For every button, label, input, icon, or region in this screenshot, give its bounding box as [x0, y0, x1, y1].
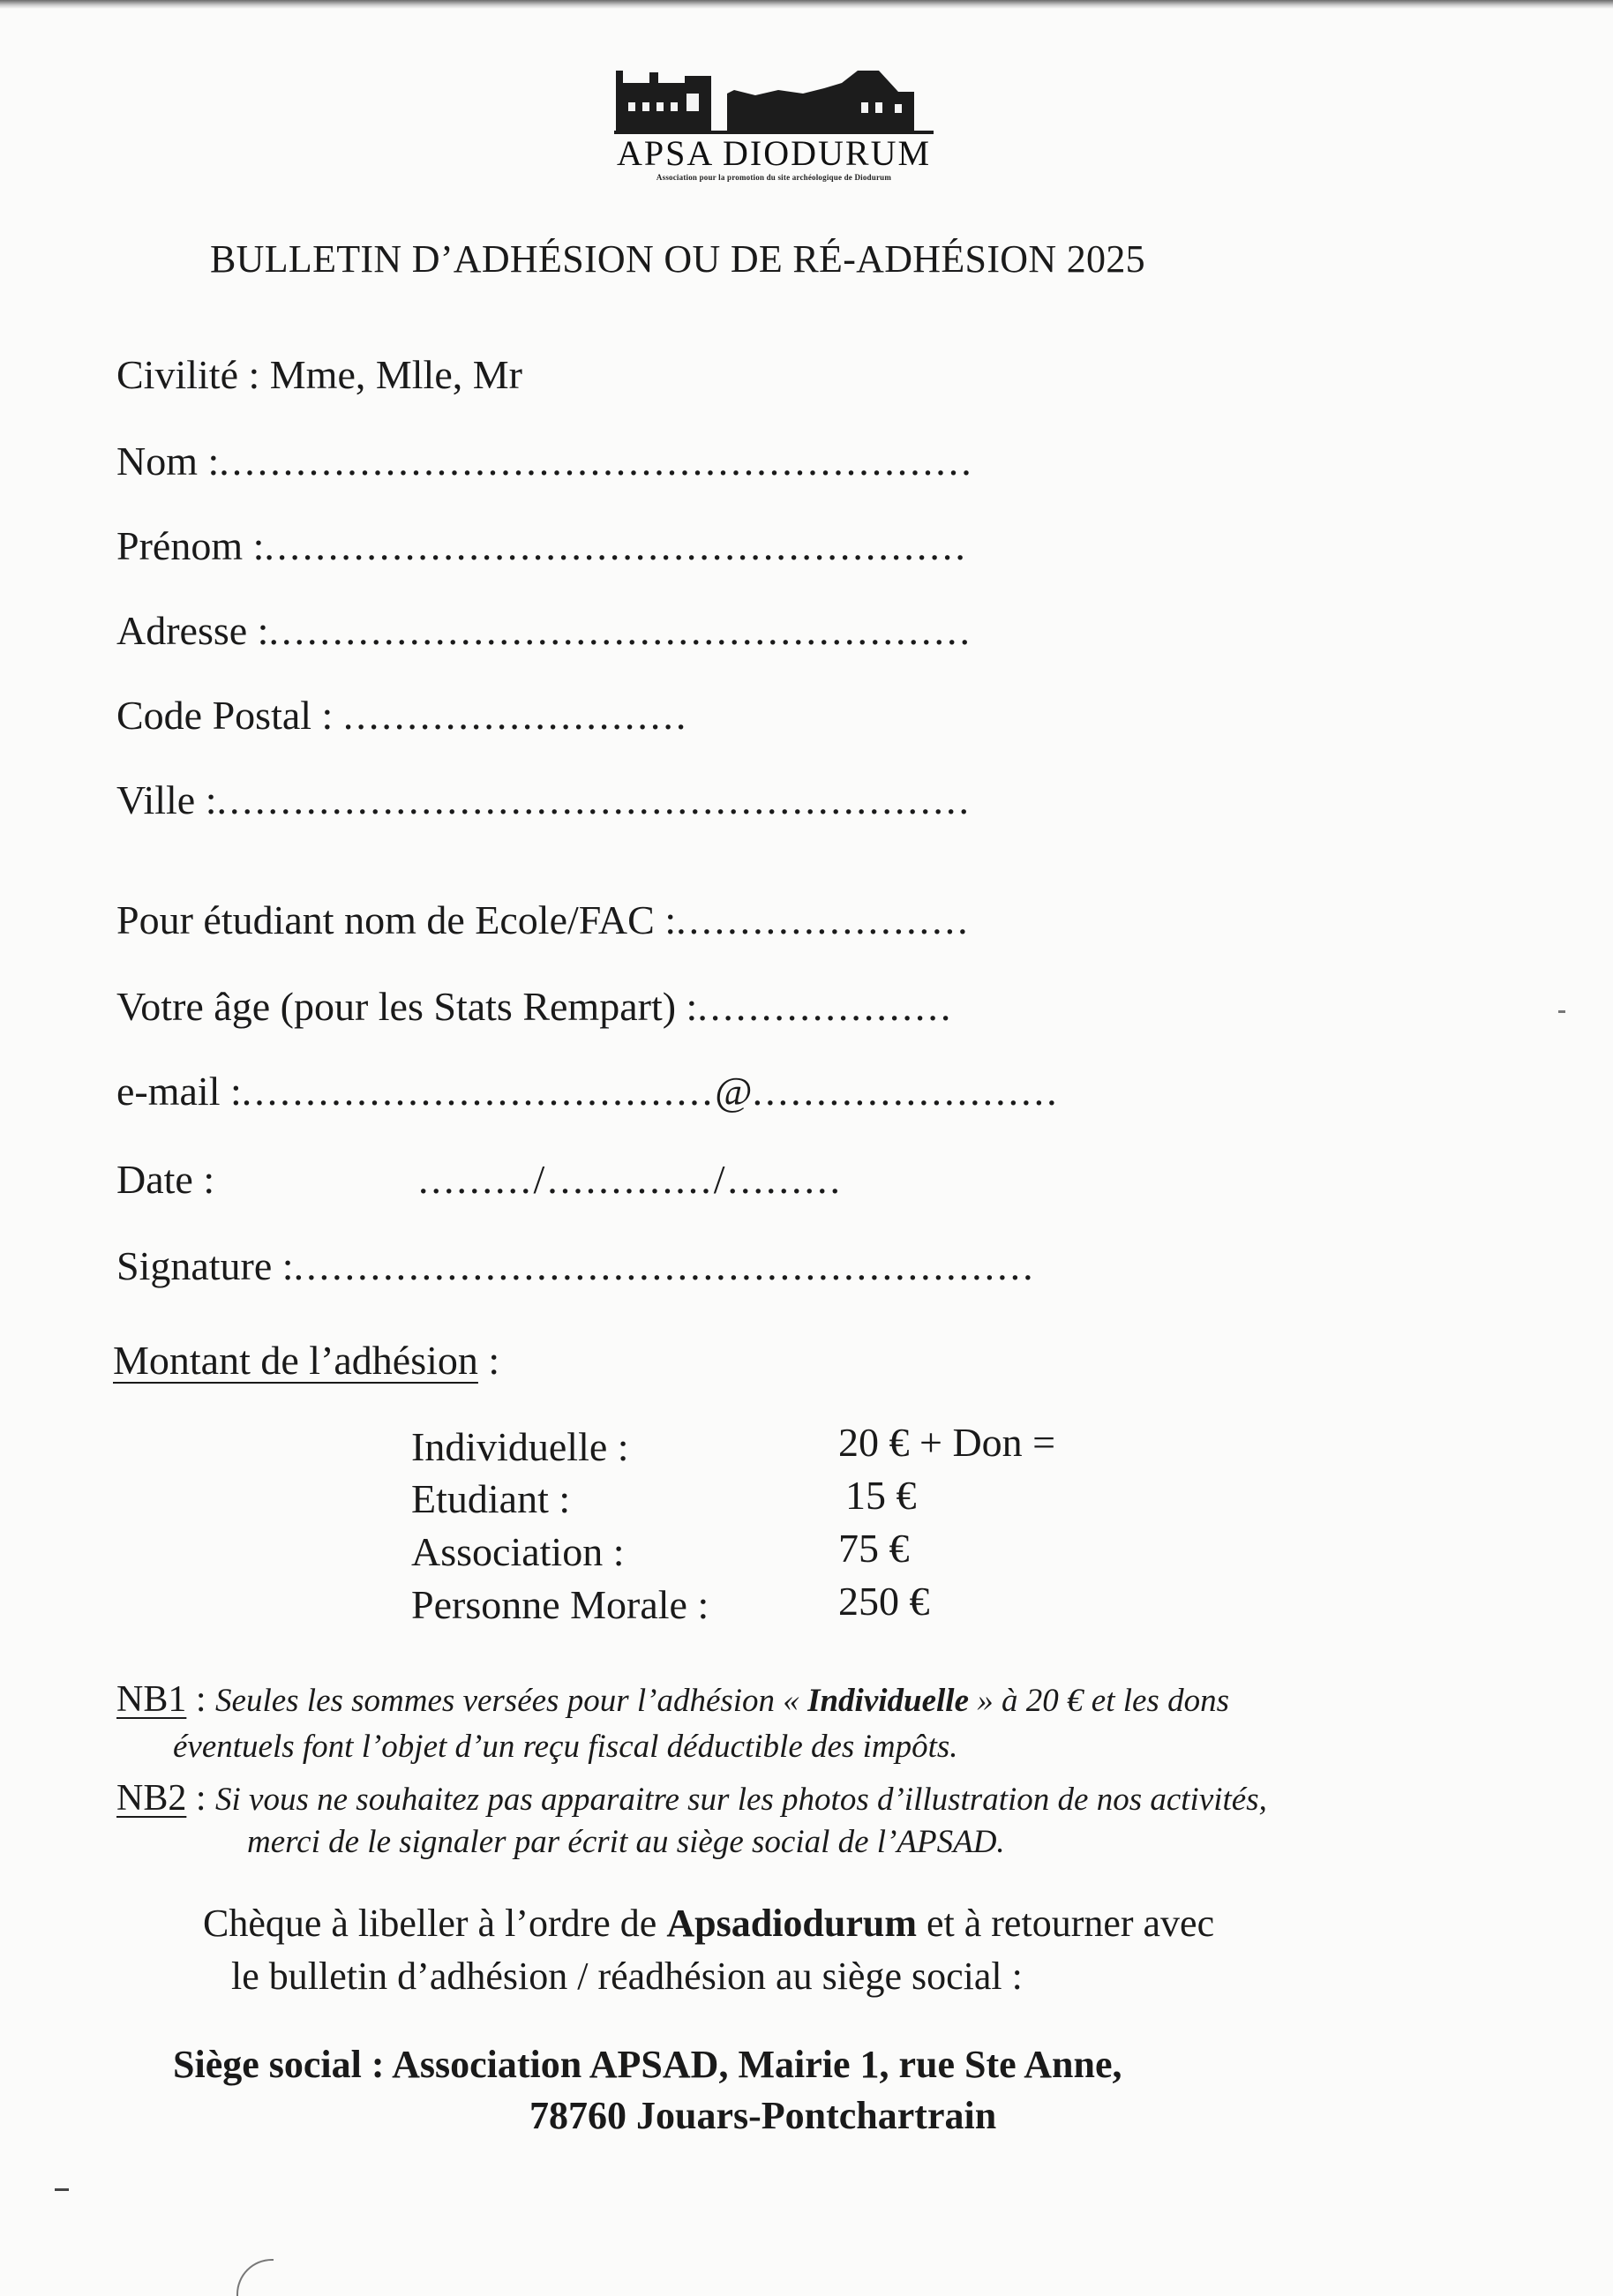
cheque-line2: le bulletin d’adhésion / réadhésion au siège social : [231, 1955, 1023, 1998]
signature-field[interactable] [116, 1242, 1036, 1289]
cheque-line1 [203, 1901, 1214, 1946]
signature-label: Signature : [116, 1243, 294, 1288]
tarif-price-etudiant: 15 € [845, 1473, 917, 1518]
adresse-dots: ....................................................... [268, 608, 972, 653]
prenom-field[interactable] [116, 522, 968, 569]
nom-dots: ........................................................... [219, 439, 974, 484]
age-label: Votre âge (pour les Stats Rempart) : [116, 984, 698, 1029]
scan-mark [55, 2188, 69, 2191]
email-at-sign: @ [715, 1069, 753, 1114]
etudiant-dots: ....................... [676, 897, 971, 942]
nb2-separator: : [186, 1778, 216, 1819]
date-label: Date : [116, 1157, 215, 1202]
logo-name: APSA DIODURUM [616, 133, 932, 173]
nb1-text-a: Seules les sommes versées pour l’adhésion « [215, 1683, 808, 1719]
prenom-label: Prénom : [116, 523, 265, 568]
montant-colon: : [477, 1338, 500, 1383]
age-field[interactable] [116, 983, 953, 1030]
cheque-payee: Apsadiodurum [666, 1902, 917, 1945]
montant-heading [113, 1337, 499, 1384]
form-title: BULLETIN D’ADHÉSION OU DE RÉ-ADHÉSION 2025 [210, 237, 1145, 281]
nb1-line1 [116, 1678, 1229, 1721]
prenom-dots: ....................................................... [264, 523, 968, 568]
email-field[interactable] [116, 1068, 1060, 1114]
code-postal-field[interactable] [116, 692, 688, 739]
tarif-label-individuelle: Individuelle : [411, 1424, 629, 1469]
code-postal-label: Code Postal : [116, 693, 334, 738]
nb1-label: NB1 [116, 1679, 187, 1720]
scan-mark-curve [236, 2259, 274, 2296]
tarif-price-individuelle: 20 € + Don = [838, 1420, 1056, 1465]
nb1-line2: éventuels font l’objet d’un reçu fiscal déductible des impôts. [173, 1729, 958, 1765]
nb2-line1 [116, 1777, 1267, 1820]
civilite-line: Civilité : Mme, Mlle, Mr [116, 352, 522, 397]
nb2-text: Si vous ne souhaitez pas apparaitre sur les photos d’illustration de nos activités, [215, 1782, 1267, 1818]
nom-field[interactable] [116, 438, 974, 484]
ville-dots: ........................................................... [216, 777, 972, 822]
logo-tagline: Association pour la promotion du site archéologique de Diodurum [656, 173, 892, 182]
nb2-line2: merci de le signaler par écrit au siège social de l’APSAD. [247, 1824, 1005, 1860]
tarif-price-association: 75 € [838, 1526, 910, 1571]
email-dots-domain: ........................ [752, 1069, 1060, 1114]
montant-title: Montant de l’adhésion [113, 1338, 478, 1383]
scan-top-edge [0, 0, 1613, 9]
adresse-label: Adresse : [116, 608, 269, 653]
nb1-bold: Individuelle [807, 1683, 970, 1719]
date-field[interactable]: ........./............./......... [418, 1157, 844, 1202]
etudiant-field[interactable] [116, 897, 971, 943]
tarif-label-association: Association : [411, 1529, 625, 1574]
email-label: e-mail : [116, 1069, 242, 1114]
cheque-text-a: Chèque à libeller à l’ordre de [203, 1902, 667, 1945]
ville-field[interactable] [116, 777, 972, 823]
cheque-text-b: et à retourner avec [917, 1902, 1215, 1945]
adresse-field[interactable] [116, 607, 972, 654]
nb2-label: NB2 [116, 1778, 187, 1819]
logo-buildings-icon [614, 64, 934, 134]
signature-dots: .......................................................... [293, 1243, 1036, 1288]
tarif-label-etudiant: Etudiant : [411, 1476, 571, 1521]
email-dots-user: ..................................... [241, 1069, 716, 1114]
code-postal-dots: ........................... [342, 693, 689, 738]
tarif-label-personne-morale: Personne Morale : [411, 1582, 709, 1627]
nb1-text-b: » à 20 € et les dons [969, 1683, 1229, 1719]
ville-label: Ville : [116, 777, 217, 822]
nb1-separator: : [186, 1679, 216, 1720]
scan-mark-small [1558, 1010, 1565, 1013]
tarif-price-personne-morale: 250 € [838, 1579, 930, 1624]
etudiant-label: Pour étudiant nom de Ecole/FAC : [116, 897, 677, 942]
age-dots: .................... [697, 984, 954, 1029]
siege-line2: 78760 Jouars-Pontchartrain [529, 2094, 997, 2137]
nom-label: Nom : [116, 439, 220, 484]
logo [614, 64, 934, 187]
siege-line1: Siège social : Association APSAD, Mairie 1, rue Ste Anne, [173, 2043, 1122, 2086]
